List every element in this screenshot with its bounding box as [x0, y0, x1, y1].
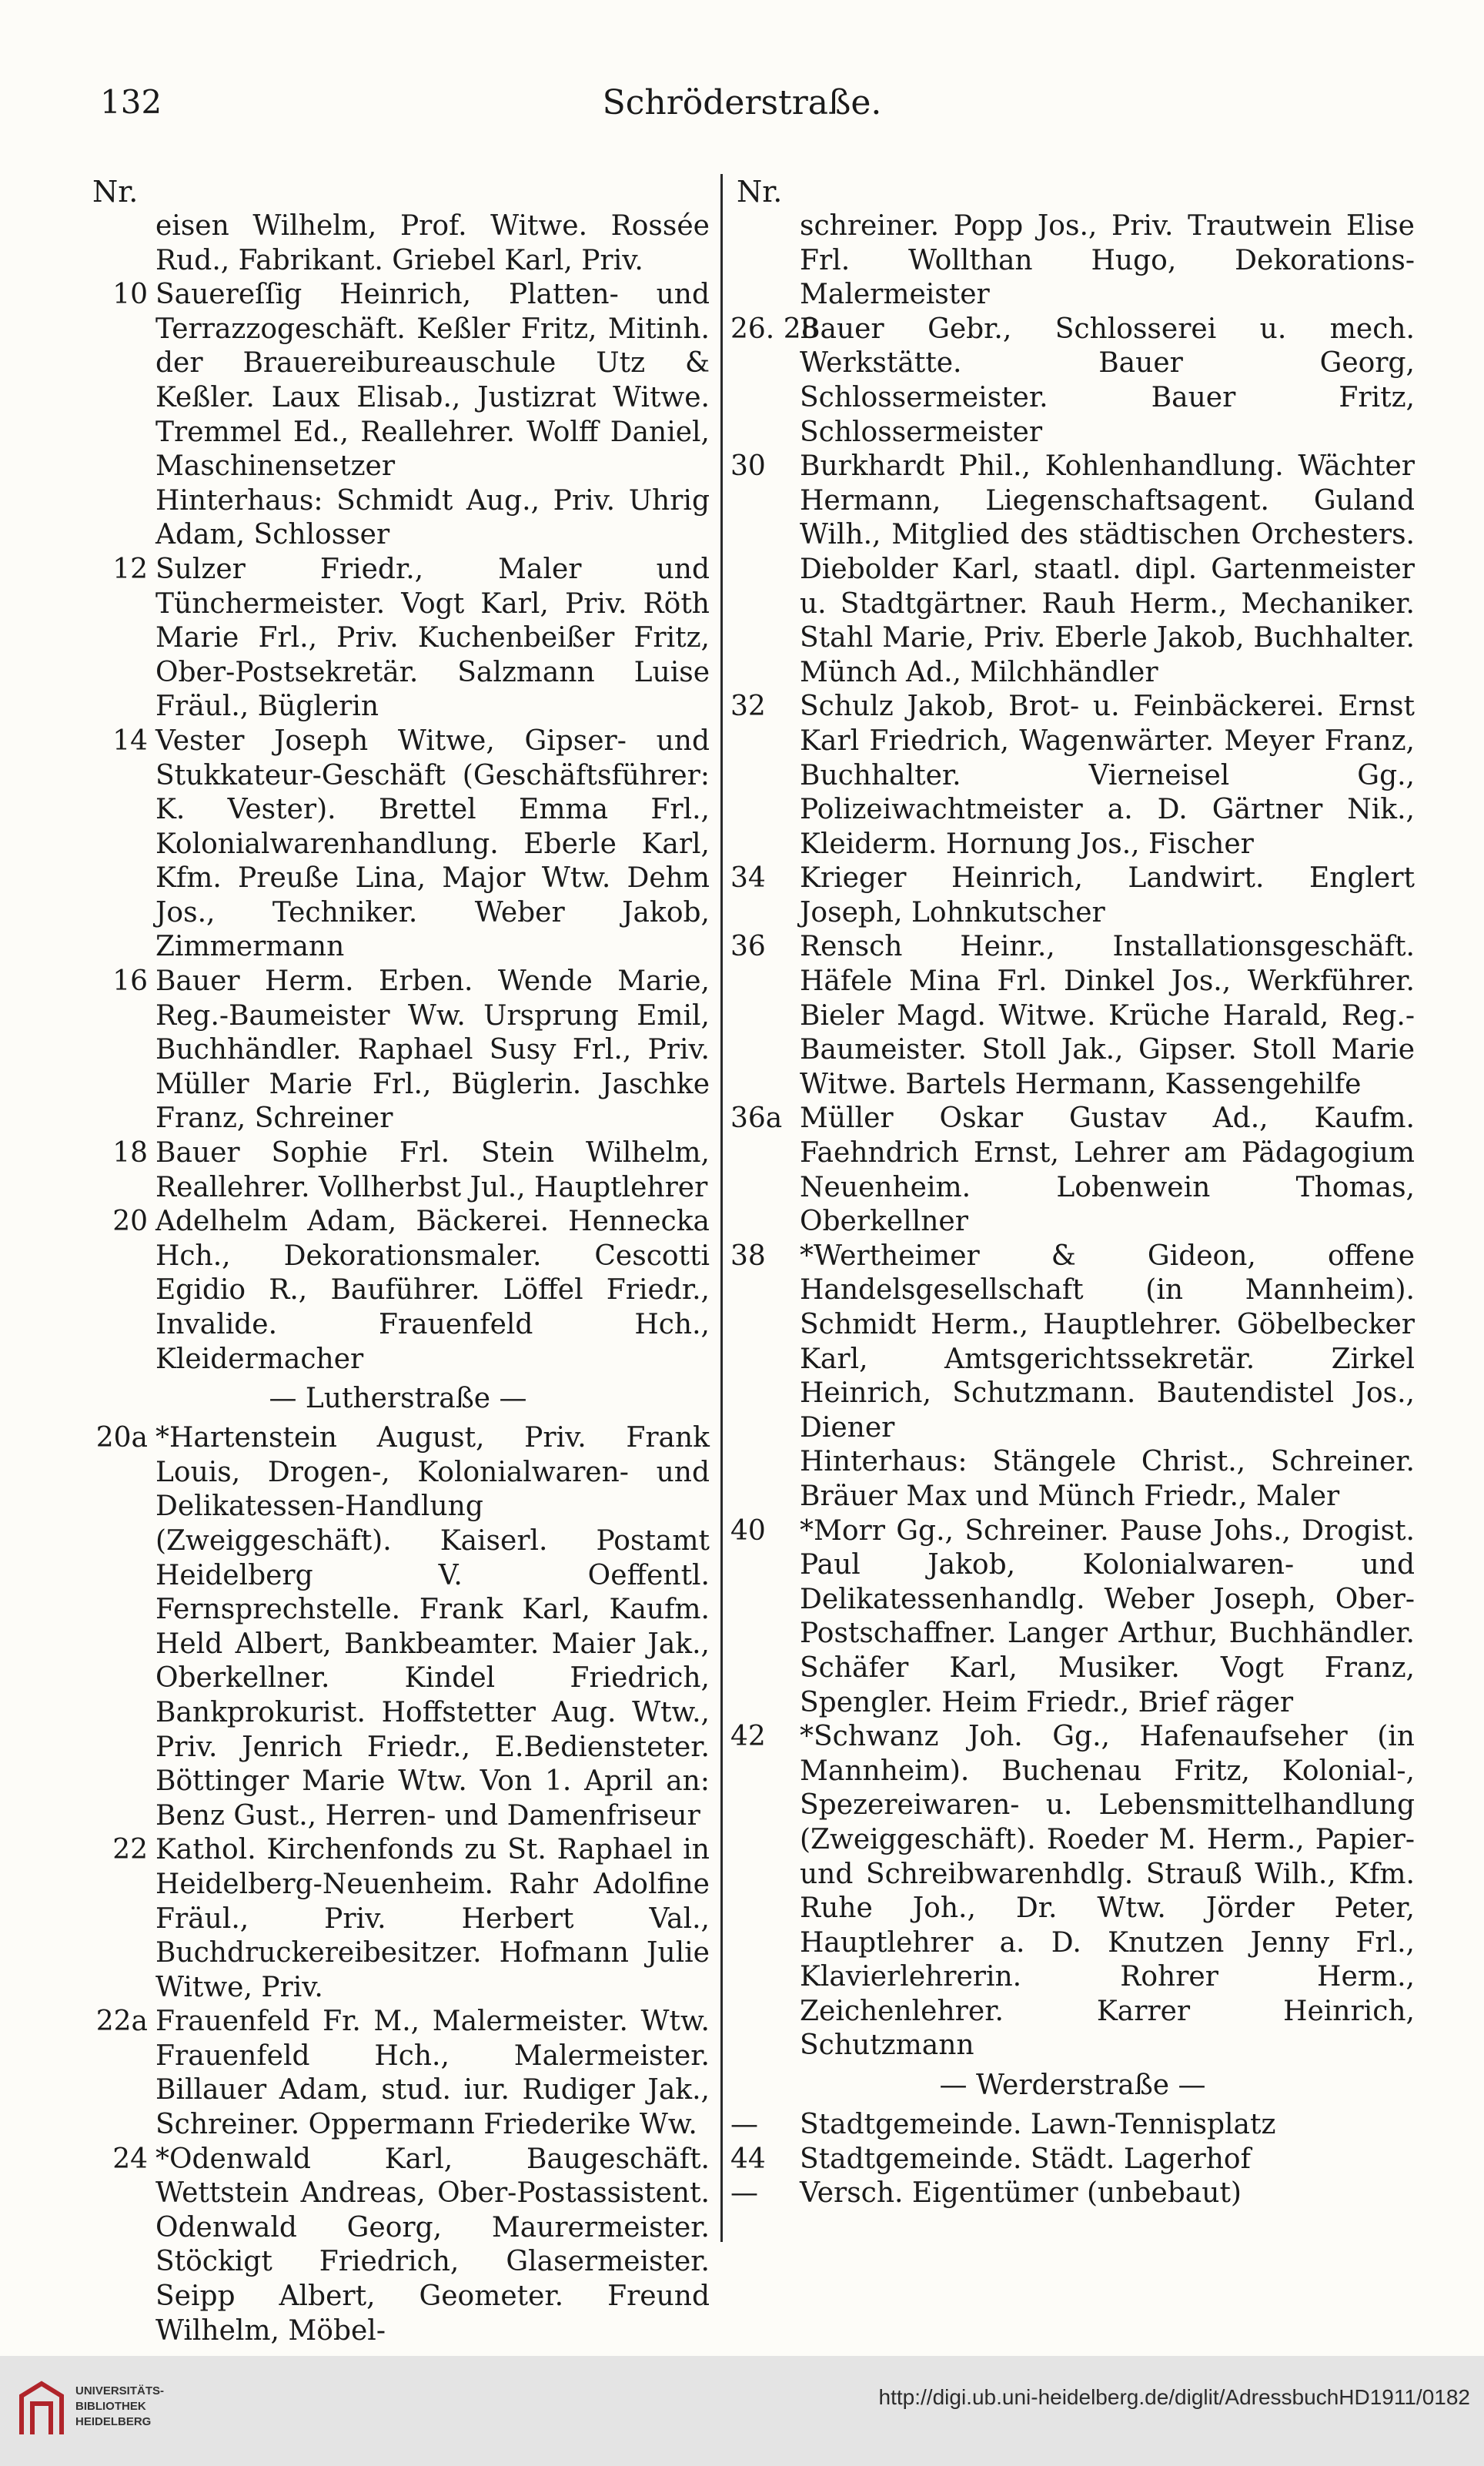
logo-line: HEIDELBERG	[75, 2415, 152, 2428]
source-url-link[interactable]: http://digi.ub.uni-heidelberg.de/diglit/AdressbuchHD1911/0182	[878, 2385, 1470, 2409]
house-number: 40	[730, 1514, 766, 1547]
left-column-entries	[86, 209, 710, 2348]
column-header-nr: Nr.	[92, 175, 139, 209]
address-entry	[730, 862, 1415, 930]
resident-list: Hinterhaus: Schmidt Aug., Priv. Uhrig Adam, Schlosser	[155, 484, 710, 551]
house-number: 30	[730, 450, 766, 483]
house-number: 20	[112, 1206, 148, 1238]
house-number: 14	[112, 724, 148, 757]
address-entry	[730, 2143, 1415, 2177]
address-entry	[730, 1720, 1415, 2063]
resident-list: Sulzer Friedr., Maler und Tünchermeister. Vogt Karl, Priv. Röth Marie Frl., Priv. Kuchenbeißer Fritz, Ober-Postsekretär. Salzmann Luise Fräul., Büglerin	[155, 553, 710, 723]
column-divider	[720, 174, 723, 2242]
address-entry	[86, 1833, 710, 2005]
house-number: 36a	[730, 1103, 783, 1135]
house-number: 16	[112, 965, 148, 998]
resident-list: *Schwanz Joh. Gg., Hafenaufseher (in Mannheim). Buchenau Fritz, Kolonial-, Spezereiwaren- u. Lebensmittelhandlung (Zweiggeschäft). Roeder M. Herm., Papier- und Schreibwarenhdlg. Strauß Wilh., Kfm. Ruhe Joh., Dr. Wtw. Jörder Peter, Hauptlehrer a. D. Knutzen Jenny Frl., Klavierlehrerin. Rohrer Herm., Zeichenlehrer. Karrer Heinrich, Schutzmann	[800, 1721, 1415, 2062]
house-number: 32	[730, 691, 766, 723]
house-number: 18	[112, 1137, 148, 1169]
address-entry	[730, 2108, 1415, 2143]
resident-list: Schulz Jakob, Brot- u. Feinbäckerei. Ernst Karl Friedrich, Wagenwärter. Meyer Franz, Buchhalter. Vierneisel Gg., Polizeiwachtmeister a. D. Gärtner Nik., Kleiderm. Hornung Jos., Fischer	[800, 691, 1415, 860]
page-number: 132	[100, 83, 162, 121]
left-column	[86, 174, 710, 2348]
resident-list: schreiner. Popp Jos., Priv. Trautwein Elise Frl. Wollthan Hugo, Dekorations-Malermeister	[800, 210, 1415, 311]
house-number: —	[730, 2177, 758, 2210]
address-entry	[730, 1514, 1415, 1721]
address-entry	[730, 1445, 1415, 1514]
resident-list: Stadtgemeinde. Städt. Lagerhof	[800, 2143, 1251, 2175]
page-title: Schröderstraße.	[602, 83, 882, 122]
resident-list: eisen Wilhelm, Prof. Witwe. Rossée Rud., Fabrikant. Griebel Karl, Priv.	[155, 210, 710, 276]
resident-list: Frauenfeld Fr. M., Malermeister. Wtw. Frauenfeld Hch., Malermeister. Billauer Adam, stud. iur. Rudiger Jak., Schreiner. Oppermann Friederike Ww.	[155, 2006, 710, 2141]
house-number: 20a	[95, 1422, 148, 1454]
address-entry	[730, 313, 1415, 450]
address-entry	[86, 965, 710, 1136]
resident-list: Bauer Gebr., Schlosserei u. mech. Werkstätte. Bauer Georg, Schlossermeister. Bauer Fritz, Schlossermeister	[800, 313, 1415, 448]
resident-list: Versch. Eigentümer (unbebaut)	[800, 2177, 1242, 2210]
address-entry	[86, 1205, 710, 1377]
resident-list: Burkhardt Phil., Kohlenhandlung. Wächter Hermann, Liegenschaftsagent. Guland Wilh., Mitglied des städtischen Orchesters. Diebolder Karl, staatl. dipl. Gartenmeister u. Stadtgärtner. Rauh Herm., Mechaniker. Stahl Marie, Priv. Eberle Jakob, Buchhalter. Münch Ad., Milchhändler	[800, 450, 1415, 688]
address-entry	[86, 1421, 710, 1833]
address-entry	[86, 209, 710, 278]
house-number: 26. 28	[730, 313, 819, 345]
address-entry	[730, 209, 1415, 313]
house-number: 36	[730, 931, 766, 963]
address-entry	[86, 2143, 710, 2349]
address-entry	[730, 930, 1415, 1102]
house-number: 24	[112, 2143, 148, 2175]
address-entry	[86, 2005, 710, 2142]
address-entry	[730, 690, 1415, 862]
logo-line: BIBLIOTHEK	[75, 2400, 146, 2413]
house-number: 22a	[95, 2006, 148, 2038]
library-logo[interactable]	[17, 2373, 202, 2450]
right-column-entries	[730, 209, 1415, 2211]
address-entry	[86, 484, 710, 553]
address-entry	[730, 1240, 1415, 1446]
address-entry	[86, 553, 710, 724]
resident-list: Bauer Herm. Erben. Wende Marie, Reg.-Baumeister Ww. Ursprung Emil, Buchhändler. Raphael Susy Frl., Priv. Müller Marie Frl., Büglerin. Jaschke Franz, Schreiner	[155, 965, 710, 1135]
house-number: 38	[730, 1240, 766, 1272]
address-entry	[86, 278, 710, 484]
house-number: 34	[730, 862, 766, 895]
house-number: 42	[730, 1721, 766, 1753]
resident-list: Stadtgemeinde. Lawn-Tennisplatz	[800, 2109, 1276, 2141]
cross-street-heading: — Lutherstraße —	[269, 1383, 527, 1415]
house-number: 12	[112, 553, 148, 585]
house-number: 22	[112, 1834, 148, 1866]
resident-list: Kathol. Kirchenfonds zu St. Raphael in Heidelberg-Neuenheim. Rahr Adolfine Fräul., Priv. Herbert Val., Buchdruckereibesitzer. Hofmann Julie Witwe, Priv.	[155, 1834, 710, 2003]
resident-list: *Odenwald Karl, Baugeschäft. Wettstein Andreas, Ober-Postassistent. Odenwald Georg, Maurermeister. Stöckigt Friedrich, Glasermeister. Seipp Albert, Geometer. Freund Wilhelm, Möbel-	[155, 2143, 710, 2347]
directory-columns	[86, 174, 1415, 2347]
column-header-nr: Nr.	[737, 175, 783, 209]
house-number: 44	[730, 2143, 766, 2175]
resident-list: Adelhelm Adam, Bäckerei. Hennecka Hch., Dekorationsmaler. Cescotti Egidio R., Bauführer. Löffel Friedr., Invalide. Frauenfeld Hch., Kleidermacher	[155, 1206, 710, 1375]
house-number: —	[730, 2109, 758, 2141]
page-header	[92, 83, 1392, 137]
resident-list: Bauer Sophie Frl. Stein Wilhelm, Reallehrer. Vollherbst Jul., Hauptlehrer	[155, 1137, 710, 1203]
resident-list: Müller Oskar Gustav Ad., Kaufm. Faehndrich Ernst, Lehrer am Pädagogium Neuenheim. Lobenwein Thomas, Oberkellner	[800, 1103, 1415, 1238]
address-entry	[730, 2177, 1415, 2211]
address-entry	[730, 1102, 1415, 1239]
address-entry	[86, 724, 710, 965]
address-entry	[730, 450, 1415, 690]
resident-list: *Wertheimer & Gideon, offene Handelsgesellschaft (in Mannheim). Schmidt Herm., Hauptlehrer. Göbelbecker Karl, Amtsgerichtssekretär. Zirkel Heinrich, Schutzmann. Bautendistel Jos., Diener	[800, 1240, 1415, 1444]
resident-list: Krieger Heinrich, Landwirt. Englert Joseph, Lohnkutscher	[800, 862, 1415, 929]
house-number: 10	[112, 279, 148, 311]
resident-list: Rensch Heinr., Installationsgeschäft. Häfele Mina Frl. Dinkel Jos., Werkführer. Bieler Magd. Witwe. Krüche Harald, Reg.-Baumeister. Stoll Jak., Gipser. Stoll Marie Witwe. Bartels Hermann, Kassengehilfe	[800, 931, 1415, 1100]
address-entry	[86, 1136, 710, 1205]
logo-line: UNIVERSITÄTS-	[75, 2384, 165, 2397]
library-logo-icon	[17, 2381, 66, 2438]
right-column	[730, 174, 1415, 2211]
resident-list: Hinterhaus: Stängele Christ., Schreiner. Bräuer Max und Münch Friedr., Maler	[800, 1446, 1415, 1512]
cross-street-heading: — Werderstraße —	[939, 2069, 1206, 2102]
library-logo-text	[75, 2384, 164, 2430]
resident-list: *Morr Gg., Schreiner. Pause Johs., Drogist. Paul Jakob, Kolonialwaren- und Delikatessenhandlg. Weber Joseph, Ober-Postschaffner. Langer Arthur, Buchhändler. Schäfer Karl, Musiker. Vogt Franz, Spengler. Heim Friedr., Brief räger	[800, 1514, 1415, 1718]
resident-list: *Hartenstein August, Priv. Frank Louis, Drogen-, Kolonialwaren- und Delikatessen-Handlung (Zweiggeschäft). Kaiserl. Postamt Heidelberg V. Oeffentl. Fernsprechstelle. Frank Karl, Kaufm. Held Albert, Bankbeamter. Maier Jak., Oberkellner. Kindel Friedrich, Bankprokurist. Hoffstetter Aug. Wtw., Priv. Jenrich Friedr., E.Bediensteter. Böttinger Marie Wtw. Von 1. April an: Benz Gust., Herren- und Damenfriseur	[155, 1422, 710, 1832]
page-footer	[0, 2356, 1484, 2466]
resident-list: Vester Joseph Witwe, Gipser- und Stukkateur-Geschäft (Geschäftsführer: K. Vester). Brettel Emma Frl., Kolonialwarenhandlung. Eberle Karl, Kfm. Preuße Lina, Major Wtw. Dehm Jos., Techniker. Weber Jakob, Zimmermann	[155, 724, 710, 963]
resident-list: Sauereſſig Heinrich, Platten- und Terrazzogeschäft. Keßler Fritz, Mitinh. der Brauereibureauschule Utz & Keßler. Laux Elisab., Justizrat Witwe. Tremmel Ed., Reallehrer. Wolff Daniel, Maschinensetzer	[155, 279, 710, 483]
